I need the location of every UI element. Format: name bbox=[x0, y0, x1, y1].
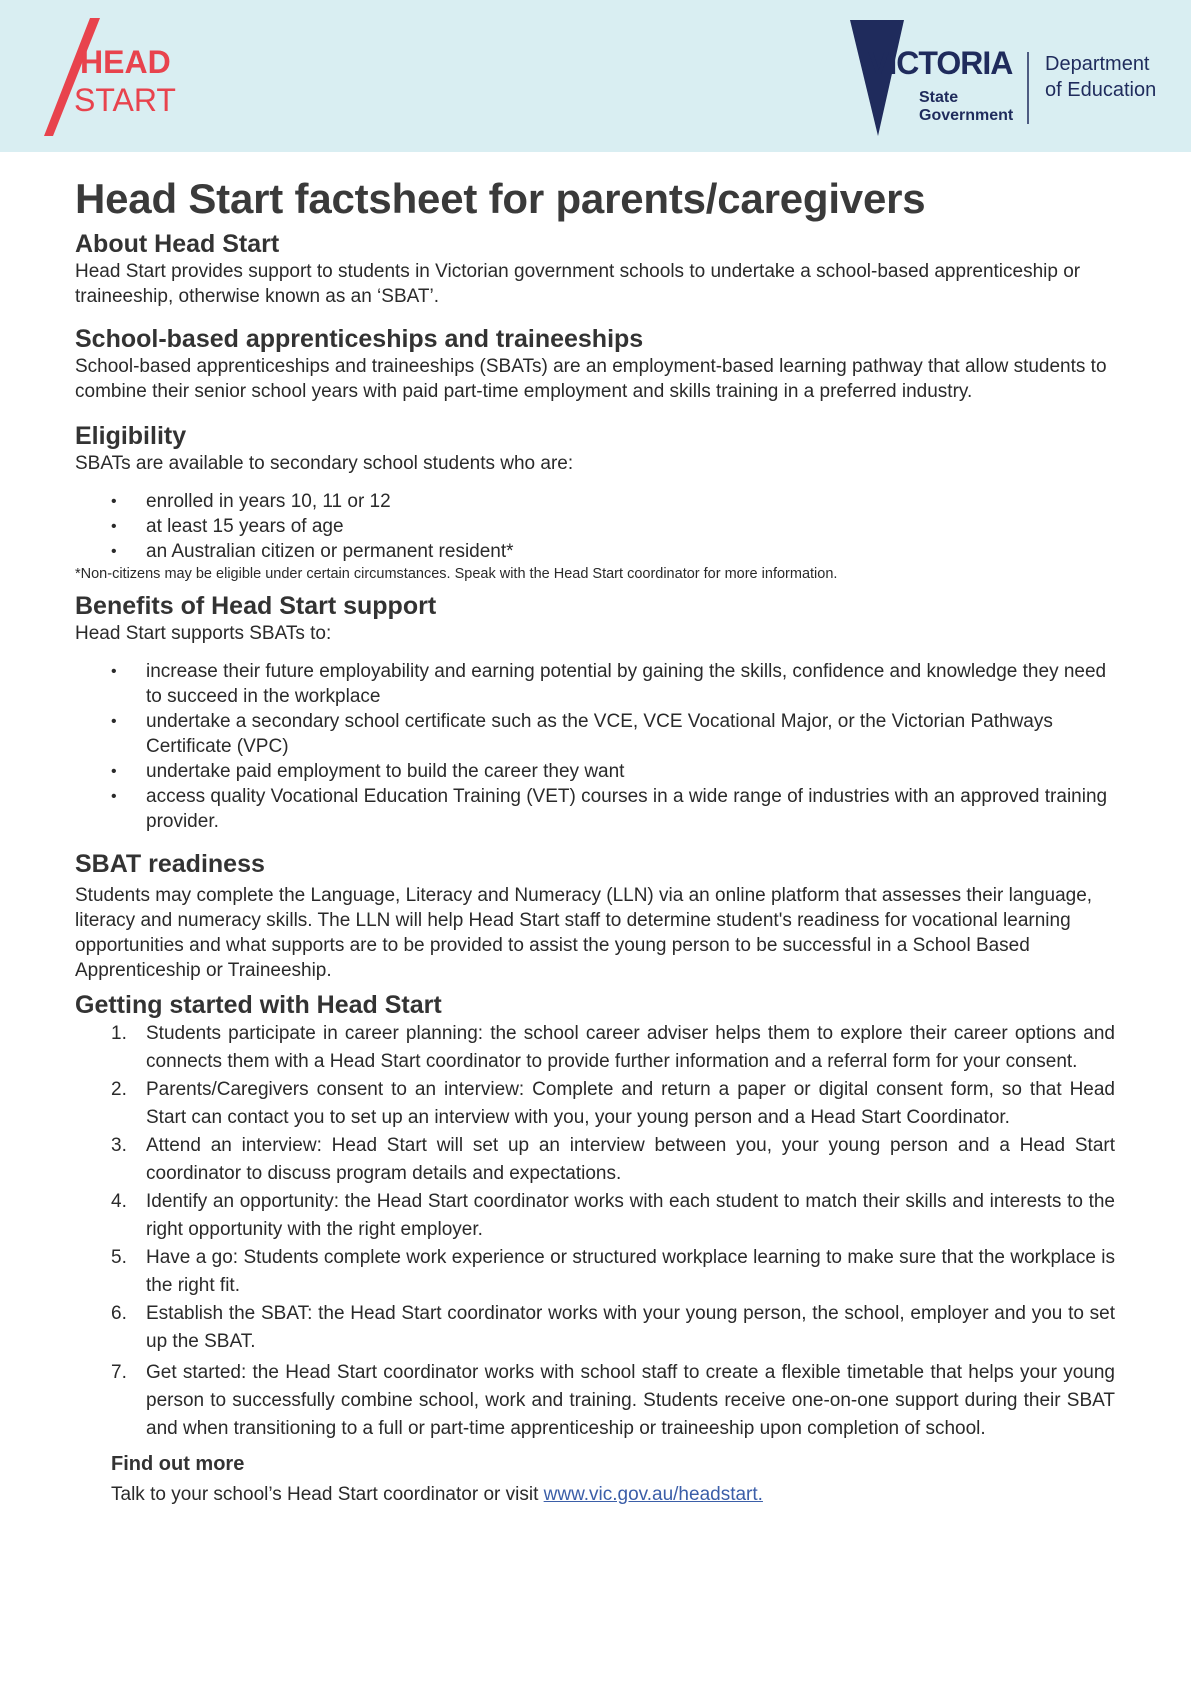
factsheet-content bbox=[75, 173, 1115, 1507]
sbat-text: School-based apprenticeships and traineeships (SBATs) are an employment-based learning pathway that allow students to combine their senior school years with paid part-time employment and skills training in a preferred industry. bbox=[75, 356, 1107, 402]
step-text: Parents/Caregivers consent to an interview: Complete and return a paper or digital consent form, so that Head Start can contact you to set up an interview with you, your young person and a Head Start Coordinator. bbox=[146, 1079, 1115, 1128]
sbat-heading: School-based apprenticeships and traineeships bbox=[75, 325, 644, 353]
step-number: 2. bbox=[111, 1079, 127, 1100]
list-item bbox=[75, 1076, 1115, 1132]
step-text: Establish the SBAT: the Head Start coordinator works with your young person, the school, employer and you to set up the SBAT. bbox=[146, 1303, 1115, 1352]
about-text: Head Start provides support to students in Victorian government schools to undertake a school-based apprenticeship or traineeship, otherwise known as an ‘SBAT’. bbox=[75, 261, 1081, 307]
state-label: State bbox=[919, 89, 959, 106]
list-item: • at least 15 years of age bbox=[75, 514, 1115, 539]
readiness-text: Students may complete the Language, Literacy and Numeracy (LLN) via an online platform that assesses their language, literacy and numeracy skills. The LLN will help Head Start staff to determine student's readiness for vocational learning opportunities and what supports are to be provided to assist the young person to be successful in a School Based Apprenticeship or Traineeship. bbox=[75, 885, 1093, 981]
getting-started-steps bbox=[75, 1020, 1115, 1443]
list-item bbox=[75, 1359, 1115, 1443]
department-line2: of Education bbox=[1045, 79, 1157, 101]
list-item: • access quality Vocational Education Training (VET) courses in a wide range of industries with an approved training provider. bbox=[75, 784, 1115, 834]
step-number: 1. bbox=[111, 1023, 127, 1044]
step-text: Identify an opportunity: the Head Start coordinator works with each student to match their skills and interests to the right opportunity with the right employer. bbox=[146, 1191, 1115, 1240]
step-text: Get started: the Head Start coordinator works with school staff to create a flexible timetable that helps your young person to successfully combine school, work and training. Students receive one-on-one support during their SBAT and when transitioning to a full or part-time apprenticeship or traineeship upon completion of school. bbox=[146, 1362, 1115, 1439]
victoria-government-logo bbox=[846, 18, 1176, 140]
step-text: Attend an interview: Head Start will set up an interview between you, your young person and a Head Start coordinator to discuss program details and expectations. bbox=[146, 1135, 1115, 1184]
headstart-website-link[interactable]: www.vic.gov.au/headstart. bbox=[543, 1484, 763, 1505]
list-item bbox=[75, 1020, 1115, 1076]
benefits-intro: Head Start supports SBATs to: bbox=[75, 623, 332, 644]
government-label: Government bbox=[919, 107, 1014, 124]
list-item: • an Australian citizen or permanent resident* bbox=[75, 539, 1115, 564]
head-start-logo-line2: START bbox=[74, 82, 176, 118]
list-item: • increase their future employability and earning potential by gaining the skills, confidence and knowledge they need to succeed in the workplace bbox=[75, 659, 1115, 709]
step-number: 4. bbox=[111, 1191, 127, 1212]
step-text: Students participate in career planning: the school career adviser helps them to explore their career options and connects them with a Head Start coordinator to provide further information and a referral form for your consent. bbox=[146, 1023, 1115, 1072]
list-item: • undertake a secondary school certificate such as the VCE, VCE Vocational Major, or the Victorian Pathways Certificate (VPC) bbox=[75, 709, 1115, 759]
step-number: 5. bbox=[111, 1247, 127, 1268]
list-item bbox=[75, 1132, 1115, 1188]
find-out-more-label: Talk to your school’s Head Start coordinator or visit bbox=[111, 1484, 544, 1505]
victoria-wordmark: VICTORIA bbox=[868, 45, 1013, 81]
benefits-heading: Benefits of Head Start support bbox=[75, 592, 437, 620]
head-start-logo bbox=[40, 18, 190, 138]
header-band bbox=[0, 0, 1191, 152]
step-number: 3. bbox=[111, 1135, 127, 1156]
benefits-list bbox=[75, 659, 1115, 834]
eligibility-list bbox=[75, 489, 1115, 564]
eligibility-heading: Eligibility bbox=[75, 422, 187, 450]
eligibility-intro: SBATs are available to secondary school students who are: bbox=[75, 453, 574, 474]
about-heading: About Head Start bbox=[75, 230, 280, 258]
page-title: Head Start factsheet for parents/caregivers bbox=[75, 175, 926, 222]
list-item: • enrolled in years 10, 11 or 12 bbox=[75, 489, 1115, 514]
step-number: 7. bbox=[111, 1362, 127, 1383]
department-line1: Department bbox=[1045, 53, 1150, 75]
find-out-more-heading: Find out more bbox=[111, 1453, 245, 1475]
list-item bbox=[75, 1188, 1115, 1244]
find-out-more-text bbox=[75, 1482, 1115, 1507]
getting-started-heading: Getting started with Head Start bbox=[75, 991, 442, 1019]
readiness-heading: SBAT readiness bbox=[75, 850, 265, 878]
list-item: • undertake paid employment to build the career they want bbox=[75, 759, 1115, 784]
step-text: Have a go: Students complete work experience or structured workplace learning to make sure that the workplace is the right fit. bbox=[146, 1247, 1115, 1296]
step-number: 6. bbox=[111, 1303, 127, 1324]
list-item bbox=[75, 1300, 1115, 1356]
list-item bbox=[75, 1244, 1115, 1300]
head-start-logo-line1: HEAD bbox=[80, 44, 171, 80]
eligibility-footnote: *Non-citizens may be eligible under certain circumstances. Speak with the Head Start coordinator for more information. bbox=[75, 566, 838, 582]
